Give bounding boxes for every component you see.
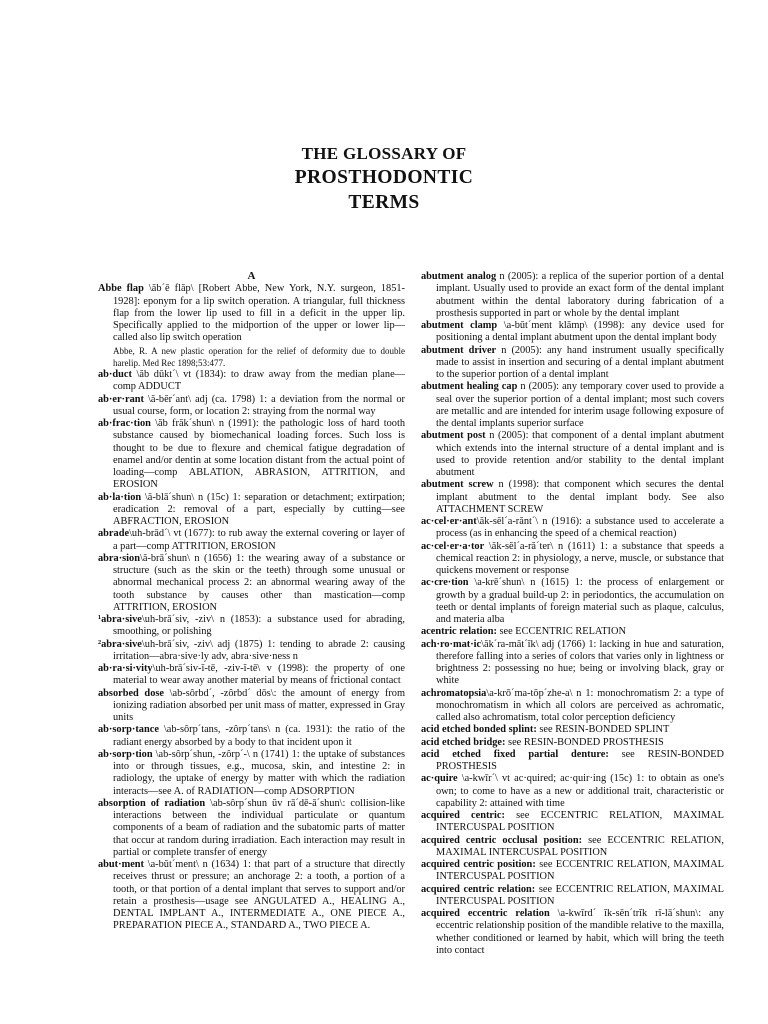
entry-headword: acid etched bridge: xyxy=(421,736,506,748)
entry-definition: \ab-sôrbd´, -zôrbd´ dōs\: the amount of energy from ionizing radiation absorbed per unit mass of matter, expressed in Gray units xyxy=(113,687,406,723)
glossary-entry xyxy=(98,798,405,859)
entry-headword: Abbe flap xyxy=(98,283,144,295)
entry-headword: ab·sorp·tion xyxy=(98,748,153,760)
glossary-entry xyxy=(98,492,405,529)
entry-definition: \ab-sôrp´shun ŭv rā´dē-ā´shun\: collision-like interactions between the individual particulate or quantum components of a beam of radiation and the subatomic parts of matter that occur at random during irradiation. Each interaction may result in partial or complete transfer of energy xyxy=(113,797,405,858)
left-entries xyxy=(98,283,405,932)
entry-definition: n (1998): that component which secures the dental implant abutment to the dental implant body. See also ATTACHMENT SCREW xyxy=(436,479,724,515)
entry-definition: \a-krō´ma-tŏp´zhe-a\ n 1: monochromatism 2: a type of monochromatism in which all colors are perceived as achromatic, called also achromatism, total color perception deficiency xyxy=(436,687,724,723)
entry-definition: \a-bŭt´ment\ n (1634) 1: that part of a structure that directly receives thrust or pressure; an anchorage 2: a tooth, a portion of a tooth, or that portion of a dental implant that serves to support and/or retain a prosthesis—usage see ANGULATED A., HEALING A., DENTAL IMPLANT A., INTERMEDIATE A., ONE PIECE A., PREPARATION PIECE A., STANDARD A., TWO PIECE A. xyxy=(113,859,405,932)
glossary-entry xyxy=(421,626,724,638)
glossary-entry xyxy=(98,614,405,639)
glossary-entry xyxy=(98,724,405,749)
entry-definition: \ăb dŭkt´\ vt (1834): to draw away from the median plane—comp ADDUCT xyxy=(113,369,405,393)
entry-headword: acquired eccentric relation xyxy=(421,908,550,919)
glossary-entry xyxy=(421,430,724,479)
entry-definition: n (2005): any temporary cover used to provide a seal over the superior portion of a dental implant; most such covers are metallic and are intended for interim usage following exposure of the dental implants superior surface xyxy=(436,381,724,429)
entry-definition: see ECCENTRIC RELATION, MAXIMAL INTERCUSPAL POSITION xyxy=(436,883,725,907)
entry-definition: see ECCENTRIC RELATION, MAXIMAL INTERCUSPAL POSITION xyxy=(436,859,724,883)
entry-headword: ac·cel·er·a·tor xyxy=(421,540,485,552)
entry-headword: ²abra·sive xyxy=(98,638,142,650)
glossary-entry xyxy=(421,479,724,516)
entry-headword: abutment post xyxy=(421,430,486,442)
glossary-entry xyxy=(421,271,724,320)
entry-headword: abutment analog xyxy=(421,271,497,282)
entry-definition: \uh-brād´\ vt (1677): to rub away the external covering or layer of a part—comp ATTRITION, EROSION xyxy=(113,528,405,552)
glossary-entry xyxy=(421,737,724,749)
entry-headword: abra·sion xyxy=(98,552,140,564)
entry-headword: ach·ro·mat·ic xyxy=(421,638,482,650)
entry-definition: \ăk-sĕl´a-rănt´\ n (1916): a substance used to accelerate a process (as in enhancing the speed of a chemical reaction) xyxy=(436,516,724,540)
entry-definition: \uh-brā´siv-ĭ-tē, -ziv-ĭ-tē\ v (1998): the property of one material to wear away another material by means of frictional contact xyxy=(113,663,405,687)
glossary-entry xyxy=(98,859,405,933)
entry-definition: \ă-brā´shun\ n (1656) 1: the wearing away of a substance or structure (such as the skin or the teeth) through some unusual or abnormal mechanical process 2: an abnormal wearing away of the tooth substance by causes other than mastication—comp ATTRITION, EROSION xyxy=(113,552,405,613)
entry-headword: acquired centric relation: xyxy=(421,883,536,895)
glossary-entry xyxy=(98,663,405,688)
title-line-3: TERMS xyxy=(348,192,420,213)
glossary-entry xyxy=(98,369,405,394)
entry-definition: \ab-sôrp´tans, -zôrp´tans\ n (ca. 1931): the ratio of the radiant energy absorbed by a body to that incident upon it xyxy=(113,724,405,748)
entry-headword: acquired centric: xyxy=(421,810,505,821)
entry-definition: \ă-bĕr´ant\ adj (ca. 1798) 1: a deviation from the normal or usual course, form, or location 2: straying from the normal way xyxy=(113,393,405,417)
entry-headword: abrade xyxy=(98,528,130,540)
reference-note: Abbe, R. A new plastic operation for the relief of deformity due to double harelip. Med Rec 1898;53:477. xyxy=(113,345,405,368)
glossary-entry xyxy=(98,283,405,344)
glossary-entry xyxy=(421,810,724,835)
glossary-entry xyxy=(421,345,724,382)
entry-headword: ab·frac·tion xyxy=(98,418,151,429)
title-line-1: THE GLOSSARY OF xyxy=(301,144,467,163)
entry-headword: acquired centric position: xyxy=(421,859,536,870)
entry-headword: ab·sorp·tance xyxy=(98,724,159,736)
section-letter: A xyxy=(247,270,256,282)
glossary-entry xyxy=(98,394,405,419)
entry-headword: acid etched fixed partial denture: xyxy=(421,748,609,760)
glossary-entry xyxy=(98,418,405,492)
entry-headword: absorbed dose xyxy=(98,687,164,699)
entry-headword: acid etched bonded splint: xyxy=(421,724,537,736)
entry-definition: \ăk-sĕl´a-ră´ter\ n (1611) 1: a substance that speeds a chemical reaction 2: in physiology, a nerve, muscle, or substance that quickens movement or response xyxy=(436,540,724,576)
glossary-entry xyxy=(421,688,724,725)
glossary-entry xyxy=(98,688,405,725)
glossary-entry xyxy=(421,908,724,957)
right-entries xyxy=(421,271,724,957)
entry-headword: abutment healing cap xyxy=(421,381,518,393)
entry-definition: see ECCENTRIC RELATION xyxy=(496,626,626,638)
entry-definition: see RESIN-BONDED PROSTHESIS xyxy=(505,736,664,748)
title-line-2: PROSTHODONTIC xyxy=(294,167,474,188)
glossary-entry xyxy=(421,577,724,626)
entry-headword: ab·la·tion xyxy=(98,491,142,503)
entry-definition: \ăk´ra-măt´ĭk\ adj (1766) 1: lacking in hue and saturation, therefore falling into a series of colors that varies only in lightness or brightness 2: possessing no hue; being or involving black, gray or white xyxy=(436,638,724,687)
glossary-entry xyxy=(421,381,724,430)
entry-headword: ac·cel·er·ant xyxy=(421,516,477,527)
entry-definition: \ăb´ē flăp\ [Robert Abbe, New York, N.Y. surgeon, 1851-1928]: eponym for a lip switch operation. A triangular, full thickness flap from the lower lip used to fill in a deficit in the upper lip. Specifically applied to the midportion of the upper or lower lip—called also lip switch operation xyxy=(113,283,405,344)
entry-definition: n (2005): any hand instrument usually specifically made to assist in insertion and securing of a dental implant abutment to the superior portion of a dental implant xyxy=(436,344,724,380)
entry-definition: see RESIN-BONDED PROSTHESIS xyxy=(436,748,724,772)
entry-headword: acentric relation: xyxy=(421,626,497,638)
entry-headword: abutment driver xyxy=(421,344,497,356)
glossary-entry xyxy=(421,320,724,345)
entry-definition: \a-bŭt´ment klămp\ (1998): any device used for positioning a dental implant abutment upon the dental implant body xyxy=(436,320,724,344)
entry-definition: \ab-sôrp´shun, -zôrp´-\ n (1741) 1: the uptake of substances into or through tissues, e.g., mucosa, skin, and intestine 2: in radiology, the uptake of energy by matter with which the radiation interacts—see A. of RADIATION—comp ADSORPTION xyxy=(113,748,405,797)
entry-headword: ac·cre·tion xyxy=(421,577,469,589)
glossary-entry xyxy=(421,516,724,541)
entry-headword: absorption of radiation xyxy=(98,797,206,809)
entry-definition: n (2005): that component of a dental implant abutment which extends into the internal structure of a dental implant and is used to provide retention and/or stability to the dental implant abutment xyxy=(436,430,724,478)
right-column xyxy=(421,271,724,957)
glossary-entry xyxy=(421,724,724,736)
glossary-entry xyxy=(421,749,724,774)
glossary-entry xyxy=(421,884,724,909)
entry-definition: \uh-brā´siv, -ziv\ adj (1875) 1: tending to abrade 2: causing irritation—abra·sive·ly adv, abra·sive·ness n xyxy=(113,638,405,662)
entry-definition: \ăb frăk´shun\ n (1991): the pathologic loss of hard tooth substance caused by biomechanical loading forces. Such loss is thought to be due to flexure and chemical fatigue degradation of enamel and/or dentin at some location distant from the actual point of loading—comp ABLATION, ABRASION, ATTRITION, and EROSION xyxy=(113,418,405,491)
entry-headword: abut·ment xyxy=(98,859,144,870)
entry-headword: ab·er·rant xyxy=(98,393,144,405)
glossary-entry xyxy=(98,749,405,798)
entry-definition: see RESIN-BONDED SPLINT xyxy=(536,724,670,736)
glossary-entry xyxy=(98,553,405,614)
entry-headword: ac·quire xyxy=(421,773,458,785)
entry-definition: n (2005): a replica of the superior portion of a dental implant. Usually used to provide an exact form of the dental implant abutment within the dental laboratory during fabrication of a prosthesis supported in part or whole by the dental implant xyxy=(436,271,724,319)
glossary-entry xyxy=(98,639,405,664)
glossary-entry xyxy=(421,639,724,688)
entry-headword: abutment clamp xyxy=(421,320,498,331)
entry-headword: ab·duct xyxy=(98,369,132,380)
entry-definition: \a-kwīrd´ ĭk-sĕn´trĭk rĭ-lā´shun\: any eccentric relationship position of the mandible relative to the maxilla, whether conditioned or learned by habit, which will bring the teeth into contact xyxy=(436,908,724,956)
entry-headword: abutment screw xyxy=(421,479,494,491)
glossary-entry xyxy=(421,835,724,860)
entry-definition: \ă-blā´shun\ n (15c) 1: separation or detachment; extirpation; eradication 2: removal of a part, especially by cutting—see ABFRACTION, EROSION xyxy=(113,491,405,527)
entry-definition: see ECCENTRIC RELATION, MAXIMAL INTERCUSPAL POSITION xyxy=(436,834,724,858)
entry-definition: \a-krē´shun\ n (1615) 1: the process of enlargement or growth by a gradual build-up 2: in periodontics, the accumulation on teeth or dental implants of foreign material such as plaque, calculus, and materia alba xyxy=(436,577,724,625)
glossary-entry xyxy=(421,859,724,884)
glossary-entry xyxy=(421,541,724,578)
page-title xyxy=(0,143,768,215)
entry-headword: achromatopsia xyxy=(421,687,487,699)
glossary-entry xyxy=(98,528,405,553)
entry-headword: ab·ra·si·vity xyxy=(98,663,153,674)
left-column xyxy=(98,270,405,933)
entry-definition: \uh-brā´siv, -ziv\ n (1853): a substance used for abrading, smoothing, or polishing xyxy=(113,614,405,638)
entry-definition: see ECCENTRIC RELATION, MAXIMAL INTERCUSPAL POSITION xyxy=(436,810,724,834)
entry-headword: acquired centric occlusal position: xyxy=(421,834,583,846)
glossary-entry xyxy=(421,773,724,810)
entry-definition: \a-kwīr´\ vt ac·quired; ac·quir·ing (15c) 1: to obtain as one's own; to come to have as a new or additional trait, characteristic or capability 2: attained with time xyxy=(436,773,724,809)
entry-headword: ¹abra·sive xyxy=(98,614,142,625)
